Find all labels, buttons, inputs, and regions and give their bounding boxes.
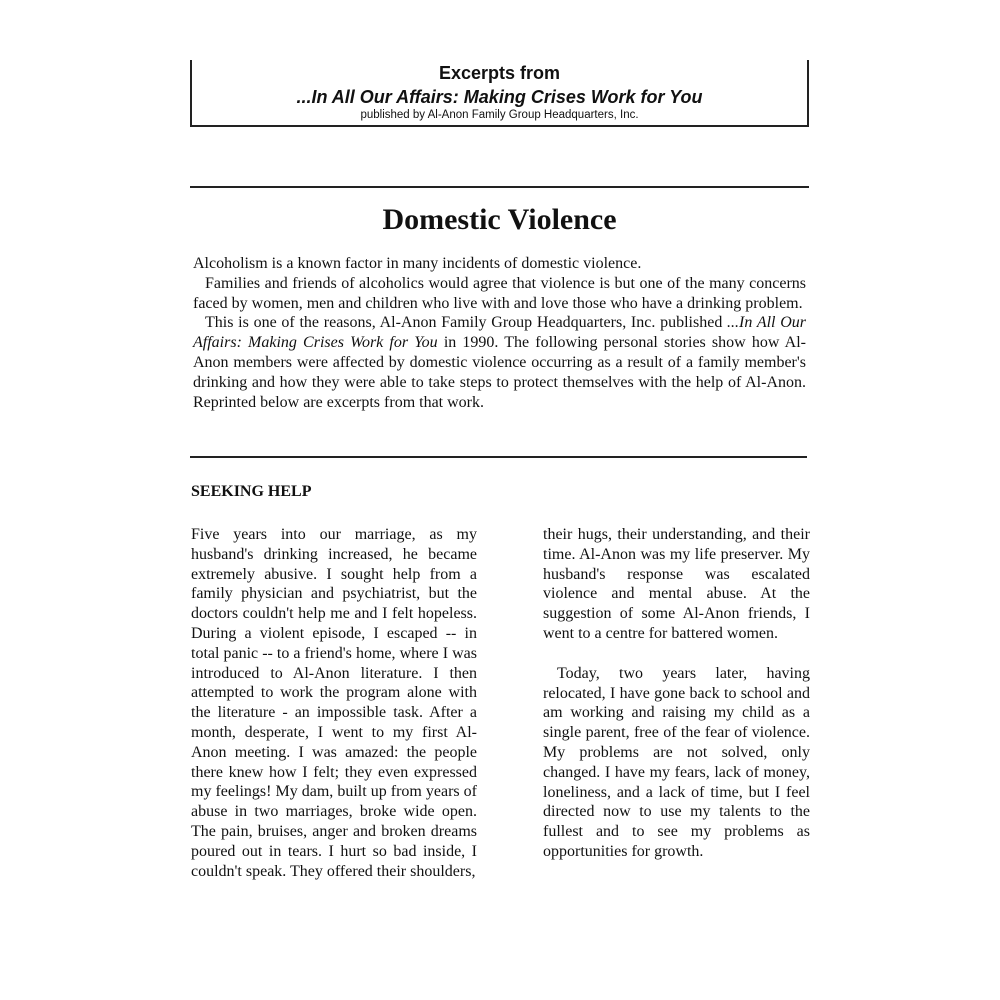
page-title: Domestic Violence [382, 203, 617, 236]
story-column-right [543, 525, 810, 862]
intro-text [193, 254, 806, 412]
intro-p3-end: in 1990. The following personal stories show how Al-Anon members were affected by domestic violence occurring as a result of a family member's drinking and how they were able to take steps to protect themselves with the help of Al-Anon. Reprinted below are excerpts from that work. [193, 334, 807, 411]
intro-book-title: ...In All Our Affairs: Making Crises Work for You [193, 314, 806, 352]
intro-paragraph-3 [193, 313, 806, 412]
bottom-divider [190, 456, 807, 458]
top-divider [190, 186, 809, 188]
header-publisher: published by Al-Anon Family Group Headquarters, Inc. [360, 109, 639, 121]
story-paragraph-3: Today, two years later, having relocated, I have gone back to school and am working and raising my child as a single parent, free of the fear of violence. My problems are not solved, only changed. I have my fears, lack of money, loneliness, and a lack of time, but I feel directed now to use my talents to the fullest and to see my problems as opportunities for growth. [543, 664, 810, 860]
header-box [190, 60, 809, 127]
header-excerpts-label: Excerpts from [438, 63, 561, 83]
intro-paragraph-1: Alcoholism is a known factor in many incidents of domestic violence. [193, 255, 642, 272]
intro-p3-start: This is one of the reasons, Al-Anon Family Group Headquarters, Inc. published [205, 314, 728, 332]
story-paragraph-1: Five years into our marriage, as my husband's drinking increased, he became extremely abusive. I sought help from a family physician and psychiatrist, but the doctors couldn't help me and I felt hopeless. During a violent episode, I escaped -- in total panic -- to a friend's home, where I was introduced to Al-Anon literature. I then attempted to work the program alone with the literature - an impossible task. After a month, desperate, I went to my first Al-Anon meeting. I was amazed: the people there knew how I felt; they even expressed my feelings! My dam, built up from years of abuse in two marriages, broke wide open. The pain, bruises, anger and broken dreams poured out in tears. I hurt so bad inside, I couldn't speak. They offered their shoulders, [191, 526, 477, 880]
story-column-left [191, 525, 477, 881]
section-heading: SEEKING HELP [191, 483, 312, 500]
story-paragraph-2: their hugs, their understanding, and their time. Al-Anon was my life preserver. My husband's response was escalated violence and mental abuse. At the suggestion of some Al-Anon friends, I went to a centre for battered women. [543, 526, 810, 642]
intro-paragraph-2: Families and friends of alcoholics would agree that violence is but one of the many concerns faced by women, men and children who live with and love those who have a drinking problem. [193, 274, 806, 312]
header-book-title: ...In All Our Affairs: Making Crises Work for You [296, 87, 703, 107]
